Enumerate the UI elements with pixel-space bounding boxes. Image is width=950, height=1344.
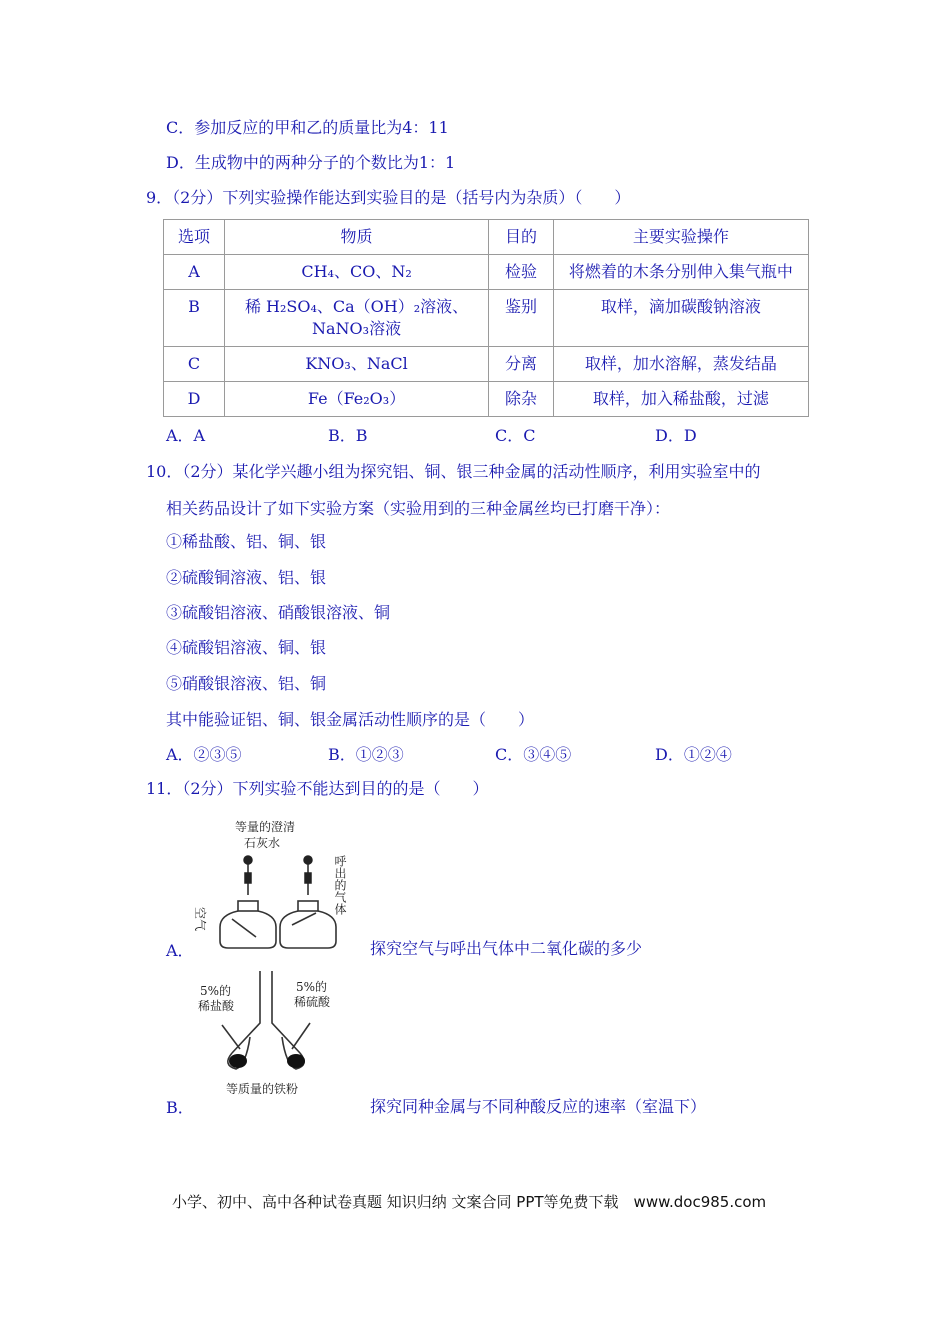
row-operation: 取样，加入稀盐酸，过滤 (553, 382, 808, 417)
row-substance: 稀 H₂SO₄、Ca（OH）₂溶液、NaNO₃溶液 (225, 290, 489, 347)
q10-stem-line2: 相关药品设计了如下实验方案（实验用到的三种金属丝均已打磨干净）： (166, 499, 671, 518)
q9-answer-c: C．C (495, 426, 536, 445)
q8-option-c: C．参加反应的甲和乙的质量比为4：11 (166, 118, 449, 137)
lime-water-apparatus-figure (190, 815, 365, 955)
table-header-row (164, 220, 809, 255)
q11-option-b-text: 探究同种金属与不同种酸反应的速率（室温下） (370, 1097, 707, 1116)
q11-stem: 11．（2分）下列实验不能达到目的的是（ ） (146, 779, 489, 798)
q10-answer-a: A．②③⑤ (166, 745, 242, 764)
header-operation: 主要实验操作 (553, 220, 808, 255)
row-operation: 取样，加水溶解，蒸发结晶 (553, 347, 808, 382)
q10-question: 其中能验证铝、铜、银金属活动性顺序的是（ ） (166, 710, 535, 729)
header-aim: 目的 (489, 220, 554, 255)
q10-item: ⑤硝酸银溶液、铝、铜 (166, 674, 327, 693)
row-option: D (164, 382, 225, 417)
row-substance: CH₄、CO、N₂ (225, 255, 489, 290)
q9-answer-a: A．A (166, 426, 206, 445)
table-row (164, 382, 809, 417)
row-substance: KNO₃、NaCl (225, 347, 489, 382)
figure-label: 呼出的气体 (333, 855, 347, 915)
figure-label: 稀硫酸 (294, 995, 331, 1009)
row-aim: 检验 (489, 255, 554, 290)
q10-stem-line1: 10．（2分）某化学兴趣小组为探究铝、铜、银三种金属的活动性顺序，利用实验室中的 (146, 462, 761, 481)
header-substance: 物质 (225, 220, 489, 255)
row-operation: 取样，滴加碳酸钠溶液 (553, 290, 808, 347)
q9-table (163, 219, 809, 417)
table-row (164, 290, 809, 347)
row-substance: Fe（Fe₂O₃） (225, 382, 489, 417)
row-aim: 分离 (489, 347, 554, 382)
figure-label: 等质量的铁粉 (226, 1082, 299, 1096)
row-aim: 除杂 (489, 382, 554, 417)
q10-item: ①稀盐酸、铝、铜、银 (166, 532, 327, 551)
q10-item: ④硫酸铝溶液、铜、银 (166, 638, 327, 657)
q11-option-a-text: 探究空气与呼出气体中二氧化碳的多少 (370, 939, 643, 958)
row-aim: 鉴别 (489, 290, 554, 347)
q11-option-b-letter: B． (166, 1098, 194, 1117)
row-option: A (164, 255, 225, 290)
figure-label: 稀盐酸 (198, 999, 235, 1013)
iron-powder-left (229, 1054, 247, 1068)
q10-item: ③硫酸铝溶液、硝酸银溶液、铜 (166, 603, 391, 622)
q9-answer-b: B．B (328, 426, 368, 445)
table-row (164, 255, 809, 290)
figure-label: 等量的澄清 (235, 820, 296, 834)
q9-stem: 9．（2分）下列实验操作能达到实验目的是（括号内为杂质）（ ） (146, 188, 631, 207)
figure-label: 石灰水 (244, 836, 281, 850)
q11-option-a-letter: A． (166, 941, 194, 960)
row-operation: 将燃着的木条分别伸入集气瓶中 (553, 255, 808, 290)
page-footer: 小学、初中、高中各种试卷真题 知识归纳 文案合同 PPT等免费下载 www.doc985.com (172, 1193, 767, 1211)
y-tube-apparatus-figure (192, 965, 357, 1100)
row-option: B (164, 290, 225, 347)
header-option: 选项 (164, 220, 225, 255)
q10-answer-d: D．①②④ (655, 745, 732, 764)
q9-answer-d: D．D (655, 426, 697, 445)
table-row (164, 347, 809, 382)
figure-label: 空气 (193, 907, 207, 932)
q8-option-d: D．生成物中的两种分子的个数比为1：1 (166, 153, 456, 172)
figure-label: 5%的 (296, 980, 328, 994)
q10-answer-b: B．①②③ (328, 745, 404, 764)
q10-item: ②硫酸铜溶液、铝、银 (166, 568, 327, 587)
row-option: C (164, 347, 225, 382)
q10-answer-c: C．③④⑤ (495, 745, 572, 764)
figure-label: 5%的 (200, 984, 232, 998)
iron-powder-right (287, 1054, 305, 1068)
